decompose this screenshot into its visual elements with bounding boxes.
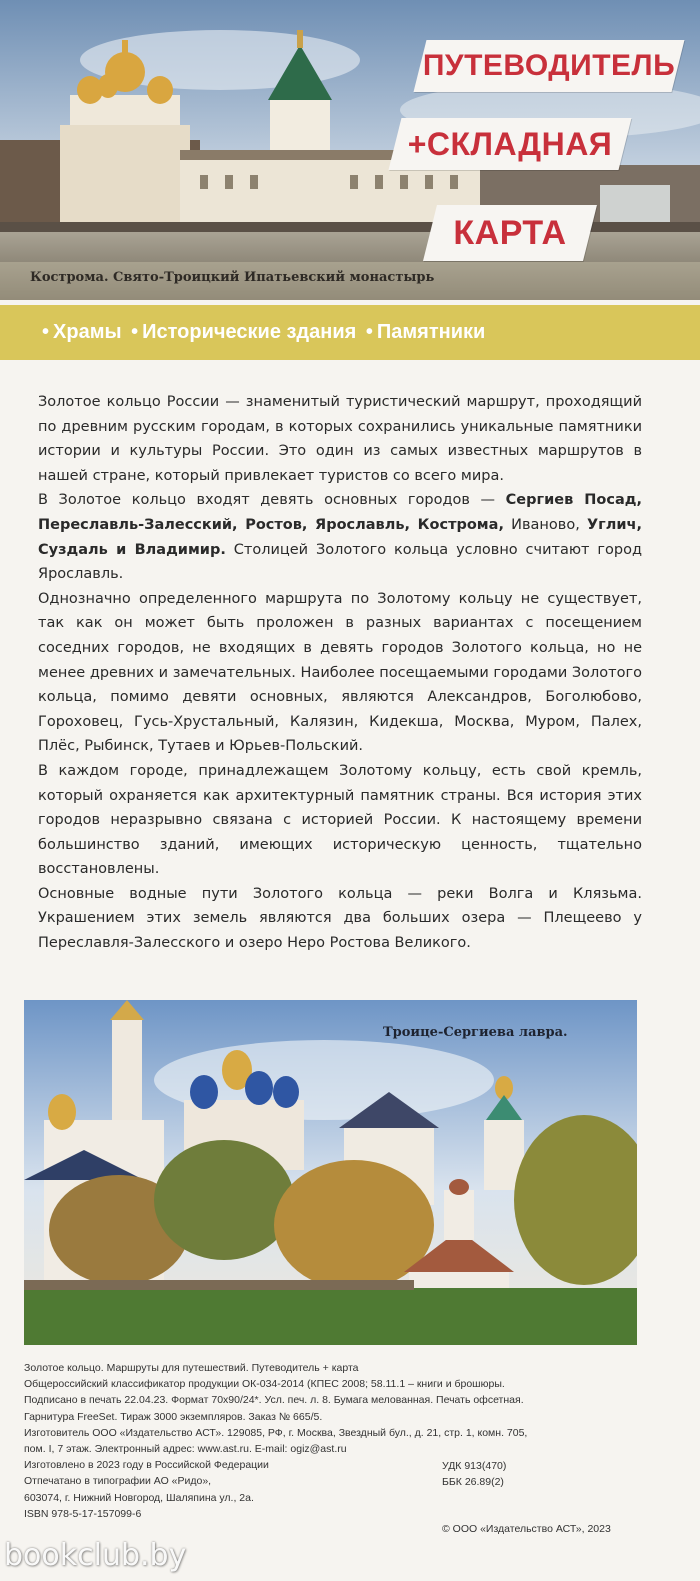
category-monuments: Памятники	[376, 321, 486, 343]
udk-code: УДК 913(470)	[442, 1460, 507, 1472]
title-line-guide-text: ПУТЕВОДИТЕЛЬ	[422, 49, 676, 82]
category-historic-buildings: Исторические здания	[142, 321, 357, 343]
title-line-folding	[389, 118, 632, 170]
imprint-line: Изготовитель ООО «Издательство АСТ». 129085, РФ, г. Москва, Звездный бул., д. 21, стр. 1, комн. 705,	[24, 1426, 528, 1439]
watermark: bookclub.by	[4, 1538, 187, 1573]
paragraph-cities-start: В Золотое кольцо входят девять основных городов —	[38, 492, 506, 509]
paragraph-cities	[38, 488, 642, 586]
title-line-folding-text: +СКЛАДНАЯ	[407, 126, 613, 162]
bullet-icon: •	[365, 321, 373, 343]
lavra-photo-illustration	[24, 1000, 637, 1345]
copyright: © ООО «Издательство АСТ», 2023	[442, 1523, 611, 1535]
imprint-line: Подписано в печать 22.04.23. Формат 70х90/24*. Усл. печ. л. 8. Бумага мелованная. Печать офсетная.	[24, 1394, 524, 1407]
city-ivanovo: Иваново,	[503, 516, 587, 533]
isbn: ISBN 978-5-17-157099-6	[24, 1507, 142, 1520]
imprint-line: Золотое кольцо. Маршруты для путешествий. Путеводитель + карта	[24, 1362, 359, 1374]
imprint-line: Гарнитура FreeSet. Тираж 3000 экземпляров. Заказ № 665/5.	[24, 1410, 323, 1423]
lavra-photo-caption: Троице-Сергиева лавра.	[383, 1025, 568, 1040]
imprint-line: Изготовлено в 2023 году в Российской Федерации	[24, 1459, 269, 1472]
cover-photo	[0, 0, 700, 300]
title-line-map	[423, 205, 597, 261]
imprint-block	[24, 1360, 644, 1522]
imprint-line: 603074, г. Нижний Новгород, Шаляпина ул., 2а.	[24, 1491, 254, 1504]
lavra-photo	[24, 1000, 637, 1345]
paragraph-intro: Золотое кольцо России — знаменитый туристический маршрут, проходящий по древним русским городам, в которых сохранились уникальные памятники истории и культуры России. Это один из самых известных маршрутов в нашей стране, который привлекает туристов со всего мира.	[38, 394, 642, 484]
imprint-line: пом. I, 7 этаж. Электронный адрес: www.ast.ru. E-mail: ogiz@ast.ru	[24, 1443, 347, 1456]
imprint-line: Общероссийский классификатор продукции ОК-034-2014 (КПЕС 2008; 58.11.1 – книги и брошюры.	[24, 1378, 505, 1391]
bullet-icon: •	[42, 321, 50, 343]
article-body	[38, 390, 642, 956]
category-band	[0, 305, 700, 360]
category-temples: Храмы	[53, 321, 122, 343]
paragraph-routes: Однозначно определенного маршрута по Золотому кольцу не существует, так как он может быть проложен в разных вариантах с посещением соседних городов, не входящих в девять городов Золотого кольца, но не менее древних и замечательных. Наиболее посещаемыми городами Золотого кольца, помимо девяти основных, являются Александров, Боголюбово, Гороховец, Гусь-Хрустальный, Калязин, Кидекша, Москва, Муром, Палех, Плёс, Рыбинск, Тутаев и Юрьев-Польский.	[38, 590, 642, 755]
imprint-line: Отпечатано в типографии АО «Ридо»,	[24, 1475, 212, 1488]
city-list-bold-1: Сергиев Посад, Переславль-Залесский, Ростов, Ярославль, Кострома,	[38, 492, 642, 533]
bbk-code: ББК 26.89(2)	[442, 1476, 504, 1489]
paragraph-kremlins: В каждом городе, принадлежащем Золотому кольцу, есть свой кремль, который охраняется как архитектурный памятник страны. Вся история этих городов неразрывно связана с историей России. К настоящему времени большинство зданий, имеющих историческую ценность, тщательно восстановлены.	[38, 762, 642, 878]
title-line-guide	[414, 40, 685, 92]
classification-codes	[442, 1458, 506, 1490]
title-line-map-text: КАРТА	[453, 214, 567, 252]
city-list-bold-2: Углич, Суздаль и Владимир.	[38, 516, 642, 558]
cover-photo-caption: Кострома. Свято-Троицкий Ипатьевский монастырь	[30, 270, 435, 285]
paragraph-cities-end: Столицей Золотого кольца условно считают город Ярославль.	[38, 541, 642, 583]
paragraph-waterways: Основные водные пути Золотого кольца — реки Волга и Клязьма. Украшением этих земель являются два больших озера — Плещеево у Переславля-Залесского и озеро Неро Ростова Великого.	[38, 885, 642, 952]
bullet-icon: •	[131, 321, 139, 343]
